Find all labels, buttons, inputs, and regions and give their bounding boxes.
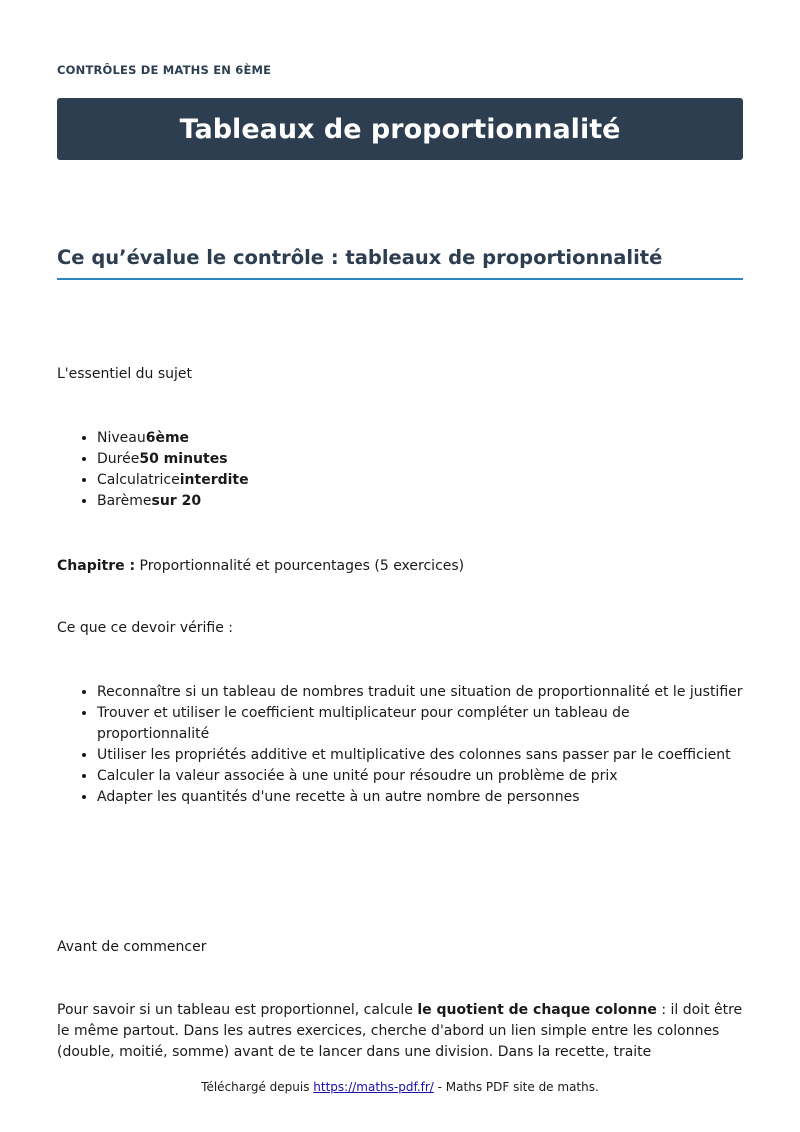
check-item: • Calculer la valeur associée à une unité pour résoudre un problème de prix [97,766,743,787]
title-banner [57,98,743,160]
item-value: 50 minutes [139,451,228,467]
essentials-item-grading [97,491,743,512]
item-value: interdite [179,472,249,488]
page-title: Tableaux de proportionnalité [179,113,621,145]
before-paragraph [57,1000,743,1063]
footer-suffix: - Maths PDF site de maths. [433,1080,599,1094]
check-item: • Reconnaître si un tableau de nombres traduit une situation de proportionnalité et le justifier [97,682,743,703]
item-label: Niveau [97,430,146,446]
before-text-start: Pour savoir si un tableau est proportionnel, calcule [57,1002,418,1018]
checks-list [57,682,743,808]
check-item: • Adapter les quantités d'une recette à un autre nombre de personnes [97,787,743,808]
checks-heading: Ce que ce devoir vérifie : [57,620,234,636]
essentials-heading: L'essentiel du sujet [57,366,193,382]
chapter-label: Chapitre : [57,558,136,574]
page-footer [0,1080,800,1094]
item-value: sur 20 [151,493,202,509]
chapter-value: Proportionnalité et pourcentages (5 exercices) [139,558,465,574]
before-text-end: : il doit être le même partout. Dans les autres exercices, cherche d'abord un lien simple entre les colonnes (double, moitié, somme) avant de te lancer dans une division. Dans la recette, traite [57,1002,743,1060]
check-item: • Trouver et utiliser le coefficient multiplicateur pour compléter un tableau de proportionnalité [97,703,743,745]
essentials-item-level [97,428,743,449]
essentials-list [57,428,743,512]
item-value: 6ème [145,430,190,446]
essentials-item-calculator [97,470,743,491]
chapter-line [57,556,464,577]
footer-prefix: Téléchargé depuis [201,1080,314,1094]
before-heading: Avant de commencer [57,939,207,955]
site-kicker: CONTRÔLES DE MATHS EN 6ÈME [57,63,272,77]
item-label: Barème [97,493,152,509]
item-label: Calculatrice [97,472,180,488]
item-label: Durée [97,451,140,467]
footer-link[interactable]: https://maths-pdf.fr/ [313,1080,434,1094]
before-text-emphasis: le quotient de chaque colonne [417,1002,657,1018]
essentials-item-duration [97,449,743,470]
check-item: • Utiliser les propriétés additive et multiplicative des colonnes sans passer par le coefficient [97,745,743,766]
section-title: Ce qu’évalue le contrôle : tableaux de proportionnalité [57,246,743,280]
